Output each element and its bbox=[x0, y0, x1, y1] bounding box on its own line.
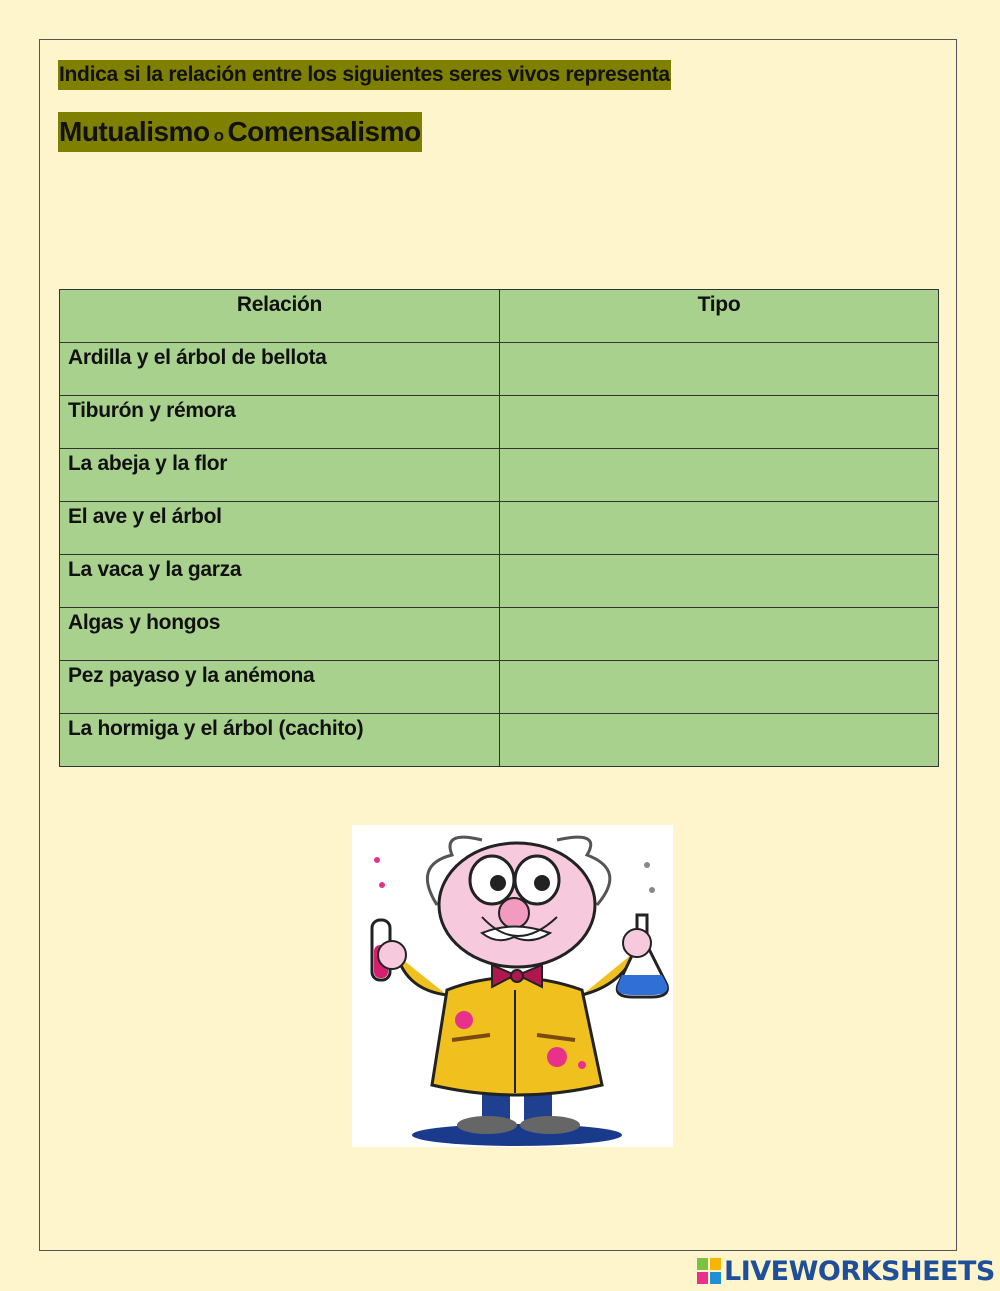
header-relacion: Relación bbox=[60, 290, 500, 343]
tipo-answer-field[interactable] bbox=[500, 555, 939, 608]
tipo-answer-field[interactable] bbox=[500, 661, 939, 714]
relation-cell: La abeja y la flor bbox=[60, 449, 500, 502]
table-row bbox=[60, 396, 939, 449]
title-mutualismo: Mutualismo bbox=[59, 116, 210, 147]
liveworksheets-logo[interactable] bbox=[697, 1255, 995, 1287]
table-row bbox=[60, 555, 939, 608]
table-row bbox=[60, 661, 939, 714]
tipo-answer-field[interactable] bbox=[500, 396, 939, 449]
scientist-illustration bbox=[352, 825, 673, 1147]
table-row bbox=[60, 343, 939, 396]
tipo-answer-field[interactable] bbox=[500, 608, 939, 661]
relations-table bbox=[59, 289, 939, 767]
liveworksheets-logo-text: LIVEWORKSHEETS bbox=[724, 1255, 995, 1287]
relation-cell: Ardilla y el árbol de bellota bbox=[60, 343, 500, 396]
title-comensalismo: Comensalismo bbox=[227, 116, 421, 147]
tipo-answer-field[interactable] bbox=[500, 502, 939, 555]
instruction-text: Indica si la relación entre los siguientes seres vivos representa bbox=[58, 60, 671, 90]
tipo-answer-field[interactable] bbox=[500, 714, 939, 767]
table-row bbox=[60, 608, 939, 661]
tipo-answer-field[interactable] bbox=[500, 449, 939, 502]
relation-cell: El ave y el árbol bbox=[60, 502, 500, 555]
title-connector: o bbox=[213, 126, 224, 145]
table-header-row bbox=[60, 290, 939, 343]
table-row bbox=[60, 714, 939, 767]
relation-cell: La vaca y la garza bbox=[60, 555, 500, 608]
header-tipo: Tipo bbox=[500, 290, 939, 343]
relation-cell: Algas y hongos bbox=[60, 608, 500, 661]
tipo-answer-field[interactable] bbox=[500, 343, 939, 396]
table-row bbox=[60, 502, 939, 555]
worksheet-title bbox=[58, 112, 422, 152]
relation-cell: Pez payaso y la anémona bbox=[60, 661, 500, 714]
liveworksheets-logo-icon bbox=[697, 1258, 721, 1284]
table-row bbox=[60, 449, 939, 502]
relation-cell: La hormiga y el árbol (cachito) bbox=[60, 714, 500, 767]
relation-cell: Tiburón y rémora bbox=[60, 396, 500, 449]
